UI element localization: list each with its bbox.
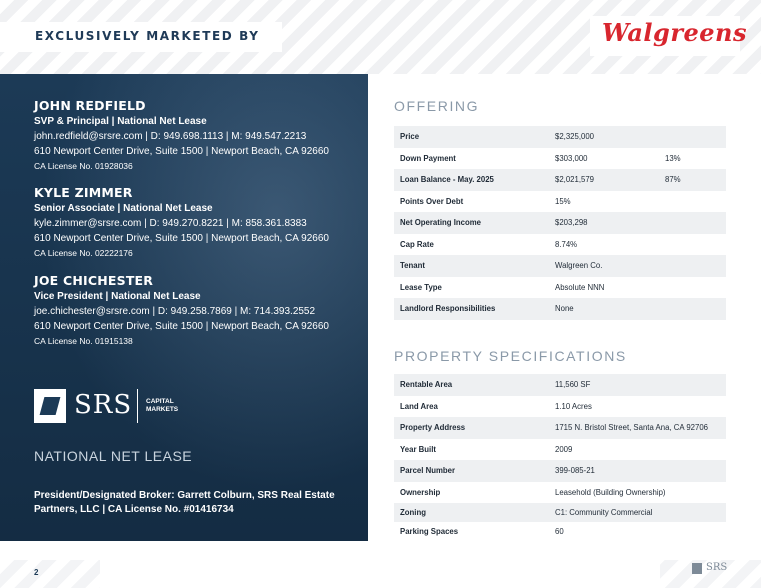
- footer-background: [100, 560, 660, 588]
- division-label: NATIONAL NET LEASE: [34, 448, 193, 464]
- table-row: [394, 460, 726, 482]
- broker-of-record: President/Designated Broker: Garrett Colburn, SRS Real Estate Partners, LLC | CA License No. #01416734: [34, 490, 335, 515]
- row-value: Leasehold (Building Ownership): [555, 487, 666, 497]
- srs-logo-text: SRS: [74, 390, 133, 420]
- table-row: [394, 191, 726, 213]
- agent-contact[interactable]: joe.chichester@srsre.com | D: 949.258.7869 | M: 714.393.2552: [34, 306, 316, 317]
- footer-srs-logo: [692, 562, 732, 576]
- row-value: C1: Community Commercial: [555, 508, 653, 517]
- row-label: Parking Spaces: [400, 527, 459, 536]
- row-value: $203,298: [555, 218, 588, 228]
- srs-capital-markets-logo: [34, 387, 184, 427]
- table-row: [394, 522, 726, 541]
- agent-name: JOHN REDFIELD: [34, 98, 146, 113]
- agent-license: CA License No. 02222176: [34, 248, 133, 258]
- row-value: $2,021,579: [555, 175, 595, 185]
- agent-title: Senior Associate | National Net Lease: [34, 203, 213, 214]
- srs-mark-icon: [34, 389, 66, 423]
- agent-title: Vice President | National Net Lease: [34, 291, 201, 302]
- agent-card: [34, 273, 329, 346]
- row-label: Parcel Number: [400, 466, 456, 476]
- agent-contact[interactable]: john.redfield@srsre.com | D: 949.698.1113 | M: 949.547.2213: [34, 131, 307, 142]
- agent-address: 610 Newport Center Drive, Suite 1500 | Newport Beach, CA 92660: [34, 321, 329, 332]
- table-row: [394, 482, 726, 504]
- row-label: Lease Type: [400, 282, 442, 292]
- row-label: Landlord Responsibilities: [400, 304, 496, 314]
- row-label: Tenant: [400, 261, 425, 271]
- agent-license: CA License No. 01915138: [34, 336, 133, 346]
- row-value: 11,560 SF: [555, 380, 591, 390]
- page-title: EXCLUSIVELY MARKETED BY: [35, 29, 260, 43]
- row-label: Loan Balance - May. 2025: [400, 175, 494, 185]
- table-row: [394, 126, 726, 148]
- row-label: Net Operating Income: [400, 218, 482, 228]
- table-row: [394, 374, 726, 396]
- table-row: [394, 298, 726, 320]
- agent-title: SVP & Principal | National Net Lease: [34, 116, 207, 127]
- walgreens-logo: Walgreens: [602, 18, 747, 47]
- agent-license: CA License No. 01928036: [34, 161, 133, 171]
- row-value: $2,325,000: [555, 132, 595, 142]
- row-label: Rentable Area: [400, 380, 453, 390]
- agent-name: JOE CHICHESTER: [34, 273, 154, 288]
- row-label: Ownership: [400, 487, 441, 497]
- agent-name: KYLE ZIMMER: [34, 185, 133, 200]
- agent-card: [34, 98, 329, 171]
- table-row: [394, 255, 726, 277]
- row-value: 399-085-21: [555, 466, 595, 476]
- offering-table: [394, 126, 726, 320]
- row-value: 60: [555, 527, 564, 536]
- table-row: [394, 396, 726, 418]
- footer-logo-text: SRS: [706, 562, 728, 573]
- logo-subtitle-line: CAPITAL: [146, 398, 174, 405]
- agent-address: 610 Newport Center Drive, Suite 1500 | Newport Beach, CA 92660: [34, 233, 329, 244]
- row-label: Cap Rate: [400, 239, 434, 249]
- row-value: None: [555, 304, 574, 314]
- property-specifications-table: [394, 374, 726, 541]
- table-row: [394, 148, 726, 170]
- logo-divider: [137, 389, 138, 423]
- row-value: 1.10 Acres: [555, 401, 592, 411]
- page-number: 2: [34, 568, 39, 577]
- logo-subtitle-line: MARKETS: [146, 406, 179, 413]
- agent-contact[interactable]: kyle.zimmer@srsre.com | D: 949.270.8221 | M: 858.361.8383: [34, 218, 307, 229]
- row-value: Absolute NNN: [555, 282, 605, 292]
- row-value: 8.74%: [555, 239, 578, 249]
- table-row: [394, 234, 726, 256]
- agent-address: 610 Newport Center Drive, Suite 1500 | Newport Beach, CA 92660: [34, 146, 329, 157]
- row-value: 2009: [555, 444, 573, 454]
- row-label: Land Area: [400, 401, 438, 411]
- srs-mark-icon: [692, 563, 702, 574]
- property-specifications-heading: PROPERTY SPECIFICATIONS: [394, 348, 627, 364]
- row-value: 15%: [555, 196, 571, 206]
- row-percent: 13%: [665, 153, 681, 163]
- row-label: Down Payment: [400, 153, 456, 163]
- table-row: [394, 417, 726, 439]
- broker-panel: [0, 74, 368, 541]
- row-label: Zoning: [400, 508, 426, 517]
- table-row: [394, 439, 726, 461]
- table-row: [394, 212, 726, 234]
- row-percent: 87%: [665, 175, 681, 185]
- row-label: Points Over Debt: [400, 196, 464, 206]
- table-row: [394, 277, 726, 299]
- agent-card: [34, 185, 329, 258]
- table-row: [394, 169, 726, 191]
- table-row: [394, 503, 726, 522]
- row-value: Walgreen Co.: [555, 261, 603, 271]
- row-value: $303,000: [555, 153, 588, 163]
- srs-logo-subtitle: [146, 398, 178, 414]
- offering-heading: OFFERING: [394, 98, 480, 114]
- row-label: Property Address: [400, 423, 466, 433]
- row-label: Year Built: [400, 444, 436, 454]
- row-label: Price: [400, 132, 420, 142]
- row-value: 1715 N. Bristol Street, Santa Ana, CA 92706: [555, 423, 709, 433]
